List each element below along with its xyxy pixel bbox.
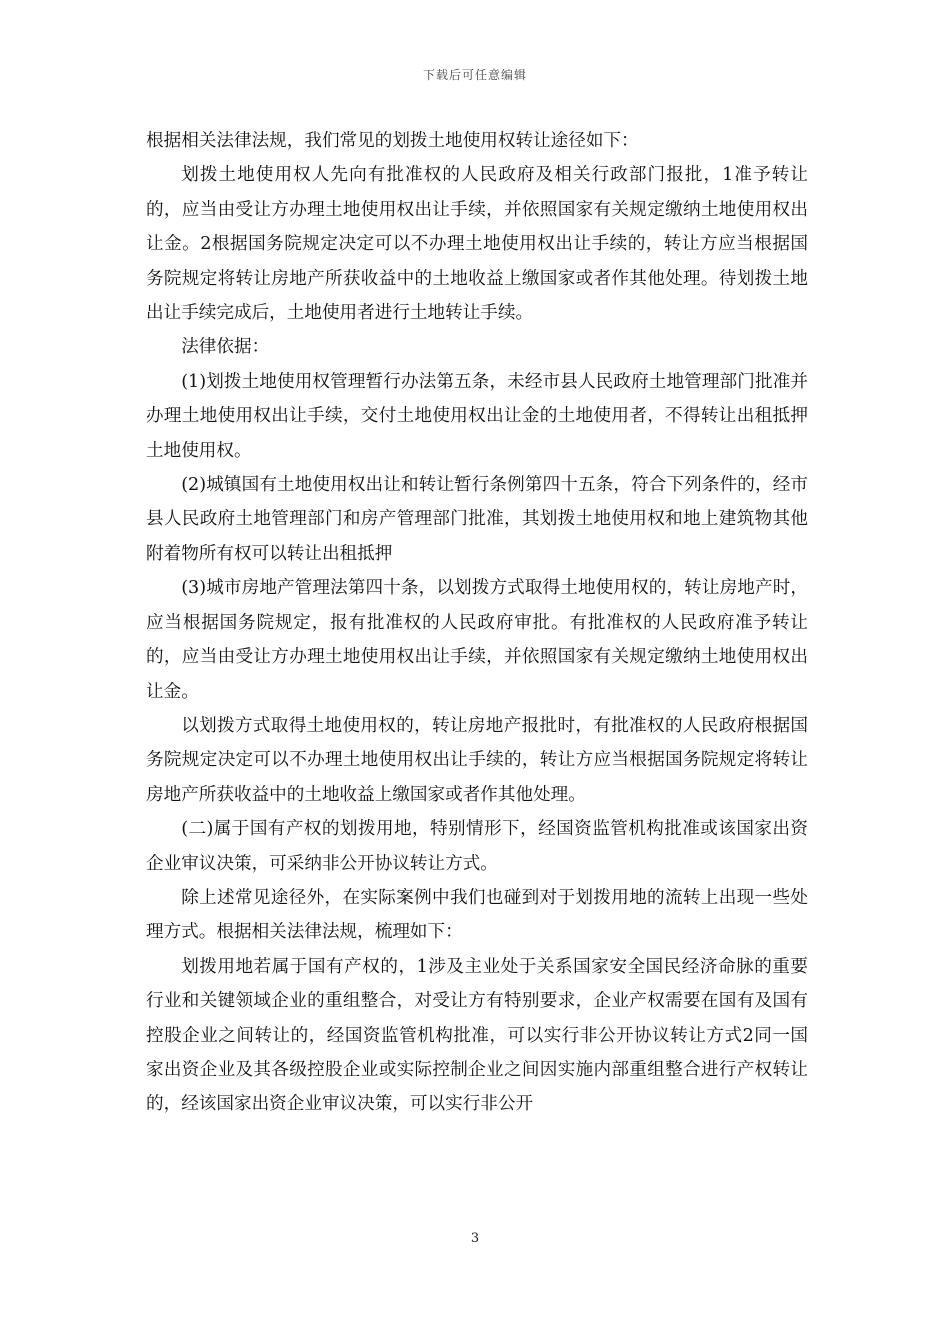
paragraph-legal-basis-1: (1)划拨土地使用权管理暂行办法第五条，未经市县人民政府土地管理部门批准并办理土地使用权出让手续，交付土地使用权出让金的土地使用者，不得转让出租抵押土地使用权。 <box>146 371 808 461</box>
page-header: 下载后可任意编辑 <box>422 68 527 82</box>
paragraph-intro: 根据相关法律法规，我们常见的划拨土地使用权转让途径如下： <box>146 131 639 151</box>
page-number: 3 <box>470 1231 480 1246</box>
paragraph-legal-basis-2: (2)城镇国有土地使用权出让和转让暂行条例第四十五条，符合下列条件的，经市县人民政府土地管理部门和房产管理部门批准，其划拨土地使用权和地上建筑物其他附着物所有权可以转让出租抵押 <box>146 475 808 564</box>
paragraph-legal-basis-3: (3)城市房地产管理法第四十条，以划拨方式取得土地使用权的，转让房地产时，应当根据国务院规定，报有批准权的人民政府审批。有批准权的人民政府准予转让的，应当由受让方办理土地使用权出让手续，并依照国家有关规定缴纳土地使用权出让金。 <box>146 578 808 702</box>
paragraph-legal-basis-heading: 法律依据： <box>181 337 270 358</box>
paragraph-state-owned: (二)属于国有产权的划拨用地，特别情形下，经国资监管机构批准或该国家出资企业审议决策，可采纳非公开协议转让方式。 <box>146 819 808 874</box>
paragraph-approval-note: 以划拨方式取得土地使用权的，转让房地产报批时，有批准权的人民政府根据国务院规定决定可以不办理土地使用权出让手续的，转让方应当根据国务院规定将转让房地产所获收益中的土地收益上缴国家或者作其他处理。 <box>146 715 808 805</box>
paragraph-state-owned-details: 划拨用地若属于国有产权的，1涉及主业处于关系国家安全国民经济命脉的重要行业和关键领域企业的重组整合，对受让方有特别要求，企业产权需要在国有及国有控股企业之间转让的，经国资监管机构批准，可以实行非公开协议转让方式2同一国家出资企业及其各级控股企业或实际控制企业之间因实施内部重组整合进行产权转让的，经该国家出资企业审议决策，可以实行非公开 <box>146 956 808 1115</box>
document-body <box>146 124 808 1122</box>
paragraph-other-methods: 除上述常见途径外，在实际案例中我们也碰到对于划拨用地的流转上出现一些处理方式。根据相关法律法规，梳理如下： <box>146 887 808 943</box>
paragraph-transfer-procedure: 划拨土地使用权人先向有批准权的人民政府及相关行政部门报批，1准予转让的，应当由受让方办理土地使用权出让手续，并依照国家有关规定缴纳土地使用权出让金。2根据国务院规定决定可以不办理土地使用权出让手续的，转让方应当根据国务院规定将转让房地产所获收益中的土地收益上缴国家或者作其他处理。待划拨土地出让手续完成后，土地使用者进行土地转让手续。 <box>146 165 808 324</box>
